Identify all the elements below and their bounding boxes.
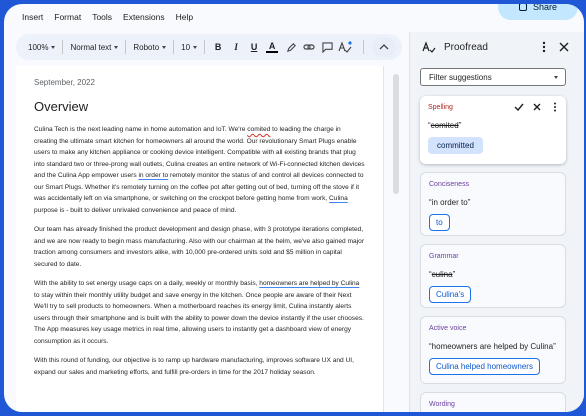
font-select[interactable]	[133, 43, 166, 52]
menu-tools[interactable]: Tools	[92, 12, 113, 22]
comment-icon[interactable]	[320, 40, 334, 54]
card-category: Conciseness	[429, 181, 470, 188]
formatting-toolbar	[16, 34, 402, 60]
text-color-button[interactable]: A	[266, 42, 278, 53]
spelling-error[interactable]: comited	[247, 126, 271, 133]
document-heading: Overview	[34, 99, 89, 114]
font-size-select[interactable]	[181, 43, 197, 52]
text-run: to stay within their monthly utility budget and save energy in the kitchen. Once people are aware of their Next We'll try to sell products to homeowners. When a motherboard reaches its energy limit, Culina instantly alerts users through their smartphone and is built with the ability to power down the device instantly if the user chooses. The App measures key usage metrics in real time, allowing users to instantly get a dashboard view of energy consumption as it occurs.	[34, 291, 364, 345]
app-window	[4, 4, 584, 412]
text-run: purpose is - built to deliver unrivaled convenience and peace of mind.	[34, 206, 237, 214]
underline-button[interactable]: U	[250, 42, 258, 52]
card-original-text: “culina”	[429, 270, 456, 279]
suggestion-card-wording[interactable]	[420, 392, 566, 412]
accept-suggestion-chip[interactable]: committed	[428, 137, 483, 154]
menu-extensions[interactable]: Extensions	[123, 12, 165, 22]
menu-help[interactable]: Help	[175, 12, 194, 22]
suggestion-card-grammar[interactable]	[420, 244, 566, 308]
quoted-text: homeowners are helped by Culina	[431, 342, 554, 351]
text-run: to leading the charge in creating the ultimate smart kitchen for homeowners all around the world. Our revolutionary Smart Plugs enable users to make any kitchen appliance or cooking device intelligent. Compatible with all existing brands that plug into standard two or three-prong wall outlets, Culina creates an entire network of Wi-Fi-connected kitchen devices and the Culina App empower users	[34, 126, 365, 179]
highlight-pen-icon[interactable]	[284, 40, 298, 54]
share-button[interactable]	[498, 4, 578, 20]
toolbar-divider	[204, 40, 205, 54]
paragraph: Our team has already finished the product development and design phase, with 3 prototype iterations completed, and we are now ready to begin mass manufacturing. Also with our chairman at the helm, we've also gained major traction among consumers and investors alike, with 10,000 pre-ordered units sold and $5 million in capital secured to date.	[34, 226, 365, 268]
paragraph	[34, 278, 365, 347]
accept-check-icon[interactable]	[514, 102, 524, 112]
chevron-down-icon	[51, 46, 55, 49]
card-category: Spelling	[428, 104, 453, 111]
dismiss-close-icon[interactable]	[532, 102, 542, 112]
text-run: With the ability to set energy usage caps on a daily, weekly or monthly basis,	[34, 280, 260, 287]
more-options-icon[interactable]	[550, 102, 560, 112]
suggestion-card-spelling[interactable]	[420, 96, 566, 164]
menu-format[interactable]: Format	[54, 12, 82, 22]
document-date: September, 2022	[34, 78, 95, 87]
chevron-down-icon	[554, 76, 558, 79]
toolbar-divider	[125, 40, 126, 54]
chevron-down-icon	[114, 46, 118, 49]
toolbar-divider	[62, 40, 63, 54]
card-actions	[514, 102, 560, 112]
collapse-toolbar-button[interactable]	[372, 37, 396, 57]
zoom-select[interactable]	[28, 43, 55, 52]
chevron-up-icon	[379, 44, 389, 50]
document-scrollbar[interactable]	[392, 66, 400, 412]
more-options-icon[interactable]	[537, 40, 551, 54]
document-page[interactable]	[16, 66, 384, 412]
active-voice-suggestion[interactable]: homeowners are helped by Culina	[259, 280, 360, 287]
filter-suggestions-select[interactable]	[420, 68, 566, 86]
struck-text: culina	[431, 270, 453, 279]
card-original-text: “comited”	[428, 121, 462, 130]
quoted-text: in order to	[431, 198, 468, 207]
share-label: Share	[532, 4, 558, 12]
style-select[interactable]	[70, 43, 118, 52]
text-run: remotely monitor the status of and control all devices connected to our Smart Plugs. Whether it's remotely turning on the coffee pot after getting out of bed, turning off the stove if it was accidentally left on via smartphone, or switching on the crockpot before getting home from work,	[34, 172, 364, 202]
italic-button[interactable]: I	[234, 42, 238, 52]
bold-button[interactable]: B	[214, 42, 222, 52]
conciseness-suggestion[interactable]: in order to	[138, 172, 169, 179]
struck-text: comited	[430, 121, 459, 130]
suggestion-card-conciseness[interactable]	[420, 172, 566, 236]
chevron-down-icon	[193, 46, 197, 49]
panel-header	[410, 32, 584, 62]
toolbar-divider	[173, 40, 174, 54]
grammar-suggestion[interactable]: Culina	[329, 195, 348, 202]
filter-label: Filter suggestions	[429, 72, 492, 82]
link-icon[interactable]	[302, 40, 316, 54]
panel-title: Proofread	[444, 41, 488, 53]
card-category: Grammar	[429, 253, 459, 260]
proofread-icon[interactable]	[338, 40, 352, 54]
proofread-panel	[409, 32, 584, 412]
zoom-value: 100%	[28, 42, 49, 52]
card-category: Active voice	[429, 325, 467, 332]
font-value: Roboto	[133, 42, 160, 52]
accept-suggestion-chip[interactable]: Culina helped homeowners	[429, 358, 540, 375]
toolbar-divider	[363, 40, 364, 54]
proofread-icon	[422, 41, 436, 53]
lock-icon	[519, 4, 527, 11]
suggestion-card-active-voice[interactable]	[420, 316, 566, 384]
close-icon[interactable]	[557, 40, 571, 54]
card-category: Wording	[429, 401, 455, 408]
paragraph: With this round of funding, our objective is to ramp up hardware manufacturing, improves software UX and UI, expand our sales and marketing efforts, and fulfill pre-orders in time for the 2017 holiday season.	[34, 357, 354, 376]
accept-suggestion-chip[interactable]: to	[429, 214, 450, 231]
chevron-down-icon	[162, 46, 166, 49]
scrollbar-thumb[interactable]	[393, 74, 399, 194]
paragraph	[34, 124, 365, 216]
text-run: Culina Tech is the next leading name in home automation and IoT. We're	[34, 126, 248, 133]
menu-insert[interactable]: Insert	[22, 12, 44, 22]
style-value: Normal text	[70, 42, 112, 52]
accept-suggestion-chip[interactable]: Culina's	[429, 286, 471, 303]
menu-bar	[4, 4, 584, 30]
font-size-value: 10	[181, 42, 191, 52]
card-original-text: “in order to”	[429, 198, 471, 207]
card-original-text: “homeowners are helped by Culina”	[429, 342, 556, 351]
document-area	[16, 66, 402, 412]
